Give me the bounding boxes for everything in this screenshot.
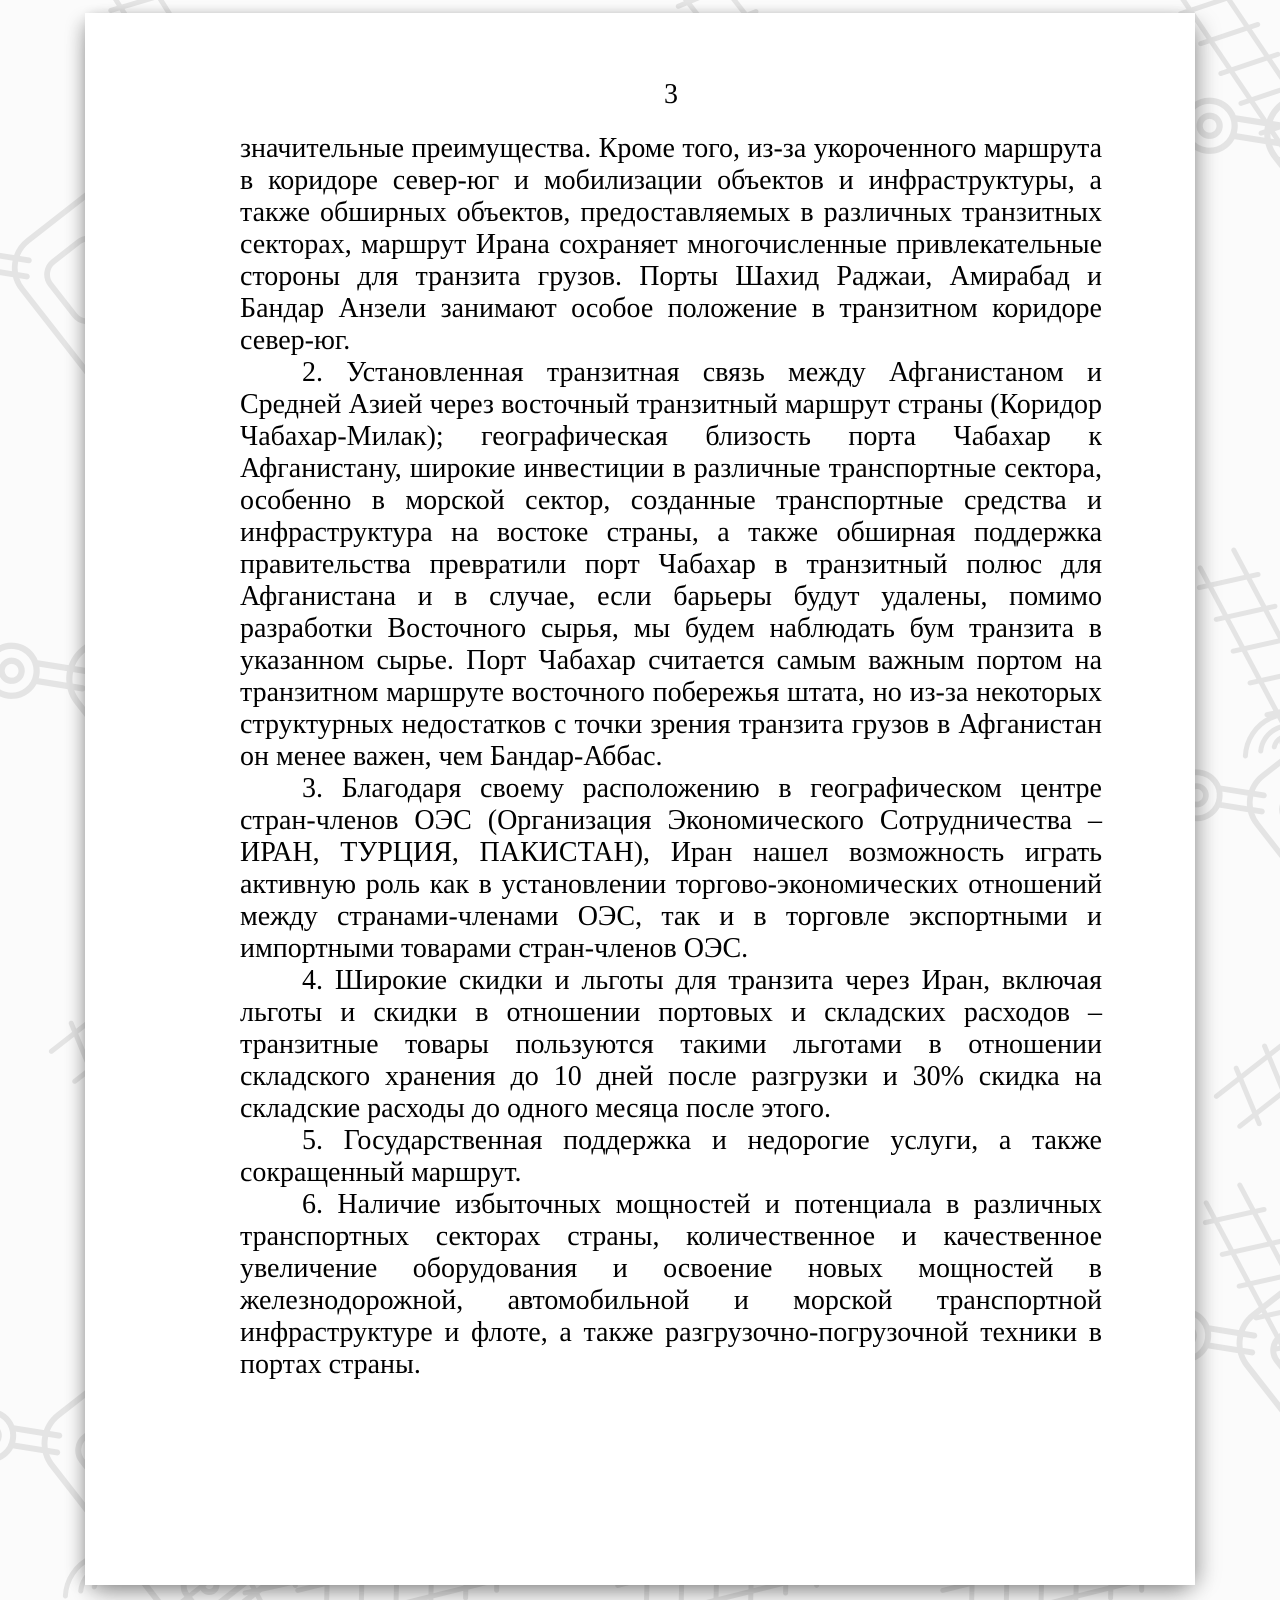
paragraph-item-6: 6. Наличие избыточных мощностей и потенциала в различных транспортных секторах страны, количественное и качественное увеличение оборудования и освоение новых мощностей в железнодорожной, автомобильной и морской транспортной инфраструктуре и флоте, а также разгрузочно-погрузочной техники в портах страны.	[240, 1189, 1102, 1380]
paragraph-item-4: 4. Широкие скидки и льготы для транзита через Иран, включая льготы и скидки в отношении портовых и складских расходов – транзитные товары пользуются такими льготами в отношении складского хранения до 10 дней после разгрузки и 30% скидка на складские расходы до одного месяца после этого.	[240, 965, 1102, 1124]
page-number: 3	[664, 79, 678, 110]
document-page	[85, 13, 1195, 1585]
paragraph-continuation: значительные преимущества. Кроме того, из-за укороченного маршрута в коридоре север-юг и мобилизации объектов и инфраструктуры, а также обширных объектов, предоставляемых в различных транзитных секторах, маршрут Ирана сохраняет многочисленные привлекательные стороны для транзита грузов. Порты Шахид Раджаи, Амирабад и Бандар Анзели занимают особое положение в транзитном коридоре север-юг.	[240, 133, 1102, 356]
railway-track-icon	[1191, 545, 1280, 758]
paragraph-item-2: 2. Установленная транзитная связь между Афганистаном и Средней Азией через восточный транзитный маршрут страны (Коридор Чабахар-Милак); географическая близость порта Чабахар к Афганистану, широкие инвестиции в различные транспортные сектора, особенно в морской сектор, созданные транспортные средства и инфраструктура на востоке страны, а также обширная поддержка правительства превратили порт Чабахар в транзитный полюс для Афганистана и в случае, если барьеры будут удалены, помимо разработки Восточного сырья, мы будем наблюдать бум транзита в указанном сырье. Порт Чабахар считается самым важным портом на транзитном маршруте восточного побережья штата, но из-за некоторых структурных недостатков с точки зрения транзита грузов в Афганистан он менее важен, чем Бандар-Аббас.	[240, 357, 1102, 772]
railway-track-icon	[1197, 1180, 1280, 1393]
railway-track-icon	[1210, 959, 1280, 1134]
paragraph-item-3: 3. Благодаря своему расположению в географическом центре стран-членов ОЭС (Организация Экономического Сотрудничества – ИРАН, ТУРЦИЯ, ПАКИСТАН), Иран нашел возможность играть активную роль как в установлении торгово-экономических отношений между странами-членами ОЭС, так и в торговле экспортными и импортными товарами стран-членов ОЭС.	[240, 773, 1102, 964]
paragraph-item-5: 5. Государственная поддержка и недорогие услуги, а также сокращенный маршрут.	[240, 1125, 1102, 1188]
